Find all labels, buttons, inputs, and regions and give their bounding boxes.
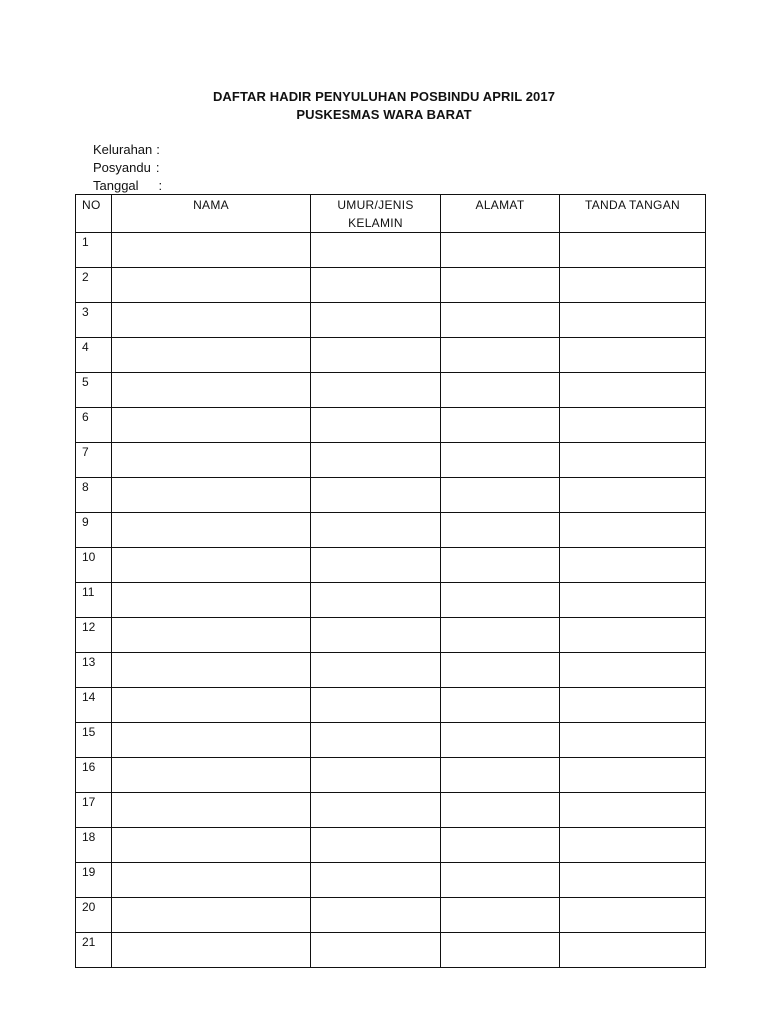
- alamat-cell[interactable]: [441, 828, 560, 863]
- table-row: [76, 793, 706, 828]
- nama-cell[interactable]: [112, 338, 311, 373]
- umur-jenis-kelamin-cell[interactable]: [311, 303, 441, 338]
- table-row: [76, 723, 706, 758]
- row-number: 6: [76, 408, 112, 443]
- table-header-row: [76, 195, 706, 233]
- row-number: 5: [76, 373, 112, 408]
- tanda-tangan-cell[interactable]: [560, 513, 706, 548]
- umur-jenis-kelamin-cell[interactable]: [311, 443, 441, 478]
- nama-cell[interactable]: [112, 443, 311, 478]
- tanggal-label: Tanggal: [93, 178, 139, 193]
- posyandu-label: Posyandu: [93, 160, 151, 175]
- row-number: 19: [76, 863, 112, 898]
- nama-cell[interactable]: [112, 758, 311, 793]
- table-row: [76, 618, 706, 653]
- table-row: [76, 583, 706, 618]
- table-row: [76, 828, 706, 863]
- row-number: 17: [76, 793, 112, 828]
- alamat-cell[interactable]: [441, 793, 560, 828]
- nama-cell[interactable]: [112, 513, 311, 548]
- umur-jenis-kelamin-cell[interactable]: [311, 548, 441, 583]
- tanda-tangan-cell[interactable]: [560, 373, 706, 408]
- tanda-tangan-cell[interactable]: [560, 898, 706, 933]
- row-number: 11: [76, 583, 112, 618]
- header-nama: NAMA: [112, 195, 311, 233]
- table-row: [76, 478, 706, 513]
- tanda-tangan-cell[interactable]: [560, 548, 706, 583]
- umur-jenis-kelamin-cell[interactable]: [311, 408, 441, 443]
- alamat-cell[interactable]: [441, 268, 560, 303]
- row-number: 8: [76, 478, 112, 513]
- alamat-cell[interactable]: [441, 723, 560, 758]
- alamat-cell[interactable]: [441, 548, 560, 583]
- row-number: 2: [76, 268, 112, 303]
- tanda-tangan-cell[interactable]: [560, 723, 706, 758]
- tanda-tangan-cell[interactable]: [560, 443, 706, 478]
- alamat-cell[interactable]: [441, 408, 560, 443]
- alamat-cell[interactable]: [441, 338, 560, 373]
- attendance-table: [75, 194, 706, 968]
- row-number: 18: [76, 828, 112, 863]
- umur-jenis-kelamin-cell[interactable]: [311, 688, 441, 723]
- tanda-tangan-cell[interactable]: [560, 828, 706, 863]
- row-number: 7: [76, 443, 112, 478]
- alamat-cell[interactable]: [441, 373, 560, 408]
- nama-cell[interactable]: [112, 828, 311, 863]
- alamat-cell[interactable]: [441, 688, 560, 723]
- umur-jenis-kelamin-cell[interactable]: [311, 828, 441, 863]
- tanda-tangan-cell[interactable]: [560, 618, 706, 653]
- umur-jenis-kelamin-cell[interactable]: [311, 513, 441, 548]
- umur-jenis-kelamin-cell[interactable]: [311, 898, 441, 933]
- umur-jenis-kelamin-cell[interactable]: [311, 933, 441, 968]
- nama-cell[interactable]: [112, 898, 311, 933]
- tanggal-field: [93, 177, 162, 195]
- umur-jenis-kelamin-cell[interactable]: [311, 268, 441, 303]
- row-number: 12: [76, 618, 112, 653]
- umur-jenis-kelamin-cell[interactable]: [311, 373, 441, 408]
- alamat-cell[interactable]: [441, 443, 560, 478]
- alamat-cell[interactable]: [441, 233, 560, 268]
- row-number: 16: [76, 758, 112, 793]
- nama-cell[interactable]: [112, 268, 311, 303]
- umur-jenis-kelamin-cell[interactable]: [311, 338, 441, 373]
- row-number: 21: [76, 933, 112, 968]
- kelurahan-separator: :: [156, 142, 160, 157]
- nama-cell[interactable]: [112, 408, 311, 443]
- umur-jenis-kelamin-cell[interactable]: [311, 233, 441, 268]
- table-row: [76, 688, 706, 723]
- table-row: [76, 898, 706, 933]
- nama-cell[interactable]: [112, 548, 311, 583]
- table-row: [76, 513, 706, 548]
- umur-jenis-kelamin-cell[interactable]: [311, 723, 441, 758]
- tanda-tangan-cell[interactable]: [560, 583, 706, 618]
- umur-jenis-kelamin-cell[interactable]: [311, 618, 441, 653]
- header-alamat: ALAMAT: [441, 195, 560, 233]
- kelurahan-field: [93, 141, 162, 159]
- header-tanda-tangan: TANDA TANGAN: [560, 195, 706, 233]
- alamat-cell[interactable]: [441, 758, 560, 793]
- nama-cell[interactable]: [112, 793, 311, 828]
- table-row: [76, 373, 706, 408]
- umur-jenis-kelamin-cell[interactable]: [311, 478, 441, 513]
- table-row: [76, 863, 706, 898]
- alamat-cell[interactable]: [441, 478, 560, 513]
- nama-cell[interactable]: [112, 373, 311, 408]
- nama-cell[interactable]: [112, 583, 311, 618]
- row-number: 9: [76, 513, 112, 548]
- tanda-tangan-cell[interactable]: [560, 688, 706, 723]
- row-number: 10: [76, 548, 112, 583]
- row-number: 14: [76, 688, 112, 723]
- tanda-tangan-cell[interactable]: [560, 793, 706, 828]
- nama-cell[interactable]: [112, 303, 311, 338]
- document-subtitle: PUSKESMAS WARA BARAT: [296, 107, 472, 122]
- tanda-tangan-cell[interactable]: [560, 933, 706, 968]
- tanggal-separator: :: [158, 178, 163, 193]
- table-row: [76, 758, 706, 793]
- nama-cell[interactable]: [112, 863, 311, 898]
- alamat-cell[interactable]: [441, 513, 560, 548]
- tanda-tangan-cell[interactable]: [560, 408, 706, 443]
- tanda-tangan-cell[interactable]: [560, 758, 706, 793]
- umur-jenis-kelamin-cell[interactable]: [311, 583, 441, 618]
- row-number: 4: [76, 338, 112, 373]
- meta-fields: [93, 141, 162, 195]
- row-number: 13: [76, 653, 112, 688]
- umur-jenis-kelamin-cell[interactable]: [311, 653, 441, 688]
- tanda-tangan-cell[interactable]: [560, 233, 706, 268]
- alamat-cell[interactable]: [441, 933, 560, 968]
- nama-cell[interactable]: [112, 933, 311, 968]
- posyandu-field: [93, 159, 162, 177]
- umur-jenis-kelamin-cell[interactable]: [311, 758, 441, 793]
- tanda-tangan-cell[interactable]: [560, 303, 706, 338]
- nama-cell[interactable]: [112, 618, 311, 653]
- nama-cell[interactable]: [112, 688, 311, 723]
- table-row: [76, 653, 706, 688]
- table-row: [76, 338, 706, 373]
- row-number: 15: [76, 723, 112, 758]
- umur-jenis-kelamin-cell[interactable]: [311, 863, 441, 898]
- umur-jenis-kelamin-cell[interactable]: [311, 793, 441, 828]
- table-row: [76, 233, 706, 268]
- row-number: 1: [76, 233, 112, 268]
- row-number: 20: [76, 898, 112, 933]
- tanda-tangan-cell[interactable]: [560, 268, 706, 303]
- alamat-cell[interactable]: [441, 303, 560, 338]
- table-row: [76, 303, 706, 338]
- posyandu-separator: :: [155, 160, 160, 175]
- nama-cell[interactable]: [112, 653, 311, 688]
- tanda-tangan-cell[interactable]: [560, 478, 706, 513]
- table-row: [76, 443, 706, 478]
- row-number: 3: [76, 303, 112, 338]
- tanda-tangan-cell[interactable]: [560, 863, 706, 898]
- kelurahan-label: Kelurahan: [93, 142, 153, 157]
- header-no: NO: [76, 195, 112, 233]
- nama-cell[interactable]: [112, 233, 311, 268]
- alamat-cell[interactable]: [441, 583, 560, 618]
- alamat-cell[interactable]: [441, 618, 560, 653]
- alamat-cell[interactable]: [441, 863, 560, 898]
- document-title: DAFTAR HADIR PENYULUHAN POSBINDU APRIL 2017: [212, 89, 556, 104]
- table-row: [76, 268, 706, 303]
- document-header: [0, 88, 768, 124]
- table-body: [76, 233, 706, 968]
- alamat-cell[interactable]: [441, 653, 560, 688]
- header-umur-jenis-kelamin: UMUR/JENIS KELAMIN: [311, 195, 441, 233]
- alamat-cell[interactable]: [441, 898, 560, 933]
- tanda-tangan-cell[interactable]: [560, 653, 706, 688]
- table-row: [76, 408, 706, 443]
- nama-cell[interactable]: [112, 478, 311, 513]
- tanda-tangan-cell[interactable]: [560, 338, 706, 373]
- table-row: [76, 933, 706, 968]
- table-row: [76, 548, 706, 583]
- nama-cell[interactable]: [112, 723, 311, 758]
